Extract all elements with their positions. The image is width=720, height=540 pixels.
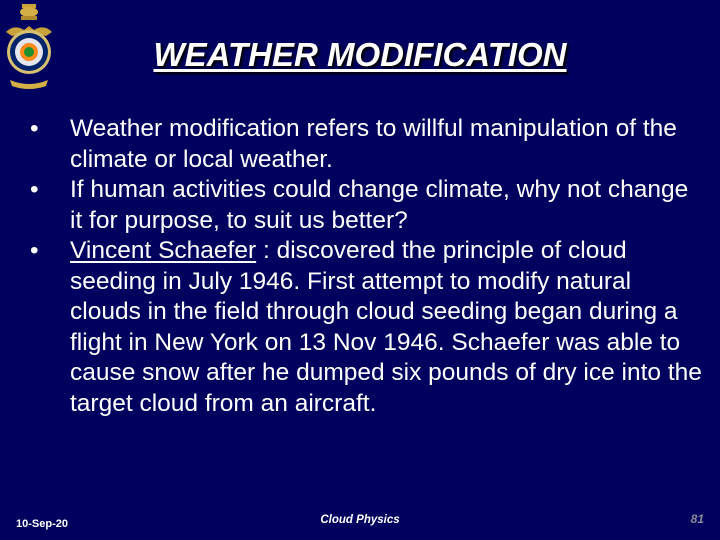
- bullet-text: Weather modification refers to willful manipulation of the climate or local weather.: [70, 115, 677, 173]
- page-number: 81: [690, 512, 704, 526]
- footer-title: Cloud Physics: [320, 514, 400, 526]
- footer-date: 10-Sep-20: [16, 518, 68, 530]
- bullet-text: If human activities could change climate, why not change it for purpose, to suit us better?: [70, 176, 689, 234]
- bullet-marker: •: [30, 176, 39, 203]
- bullet-marker: •: [30, 237, 39, 264]
- bullet-item: [26, 114, 706, 175]
- bullet-item: [26, 175, 706, 236]
- bullet-item: [26, 236, 706, 419]
- slide-title: WEATHER MODIFICATION: [153, 36, 567, 73]
- bullet-list: [26, 114, 706, 419]
- bullet-marker: •: [30, 115, 39, 142]
- bullet-text: : discovered the principle of cloud seeding in July 1946. First attempt to modify natural clouds in the field through cloud seeding began during a flight in New York on 13 Nov 1946. Schaefer was able to cause snow after he dumped six pounds of dry ice into the target cloud from an aircraft.: [70, 237, 702, 417]
- person-name-link[interactable]: Vincent Schaefer: [70, 237, 257, 264]
